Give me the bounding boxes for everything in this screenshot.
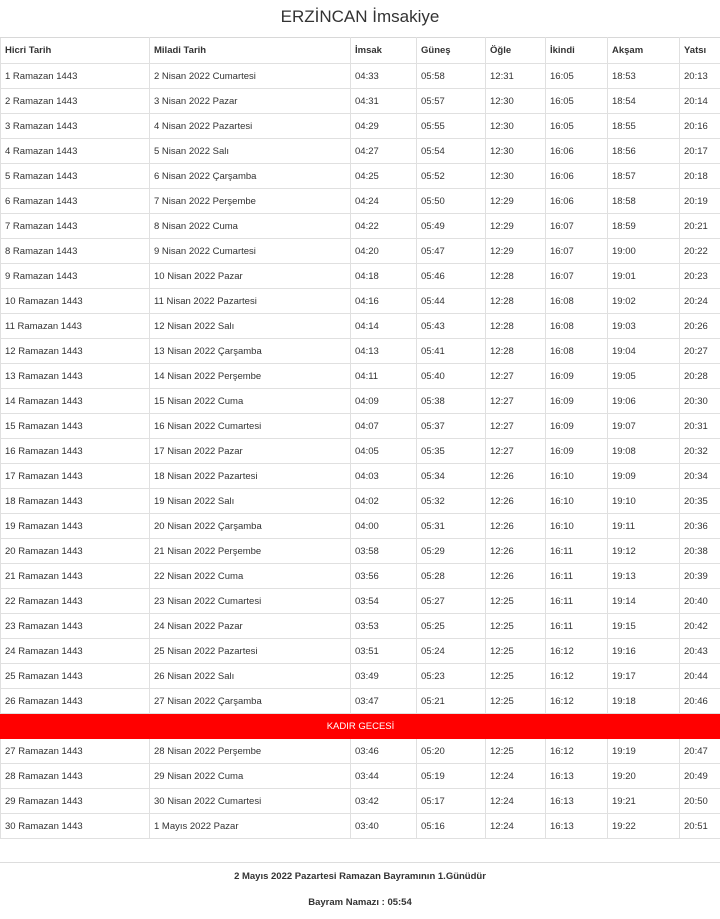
cell-yatsi: 20:17 (680, 139, 720, 164)
cell-hicri-tarih: 23 Ramazan 1443 (1, 614, 150, 639)
cell-gunes: 05:31 (417, 514, 486, 539)
cell-yatsi: 20:27 (680, 339, 720, 364)
cell-imsak: 03:49 (351, 664, 417, 689)
cell-imsak: 04:27 (351, 139, 417, 164)
cell-aksam: 19:18 (608, 689, 680, 714)
cell-aksam: 18:59 (608, 214, 680, 239)
cell-ogle: 12:29 (486, 239, 546, 264)
cell-yatsi: 20:22 (680, 239, 720, 264)
table-row (1, 614, 720, 639)
cell-ogle: 12:30 (486, 139, 546, 164)
cell-gunes: 05:52 (417, 164, 486, 189)
cell-ikindi: 16:06 (546, 139, 608, 164)
cell-yatsi: 20:14 (680, 89, 720, 114)
cell-imsak: 03:44 (351, 764, 417, 789)
cell-miladi-tarih: 28 Nisan 2022 Perşembe (150, 739, 351, 764)
table-row (1, 489, 720, 514)
cell-gunes: 05:54 (417, 139, 486, 164)
table-row (1, 139, 720, 164)
cell-ogle: 12:30 (486, 114, 546, 139)
bayram-info-text: 2 Mayıs 2022 Pazartesi Ramazan Bayramının 1.Günüdür (234, 871, 486, 882)
cell-yatsi: 20:31 (680, 414, 720, 439)
column-header-ogle: Öğle (486, 38, 546, 64)
column-header-aksam: Akşam (608, 38, 680, 64)
cell-miladi-tarih: 11 Nisan 2022 Pazartesi (150, 289, 351, 314)
cell-miladi-tarih: 4 Nisan 2022 Pazartesi (150, 114, 351, 139)
cell-aksam: 19:00 (608, 239, 680, 264)
cell-ikindi: 16:12 (546, 664, 608, 689)
cell-yatsi: 20:19 (680, 189, 720, 214)
table-row (1, 464, 720, 489)
table-row (1, 264, 720, 289)
cell-gunes: 05:28 (417, 564, 486, 589)
cell-miladi-tarih: 30 Nisan 2022 Cumartesi (150, 789, 351, 814)
table-row (1, 764, 720, 789)
cell-hicri-tarih: 30 Ramazan 1443 (1, 814, 150, 839)
cell-imsak: 03:42 (351, 789, 417, 814)
cell-miladi-tarih: 25 Nisan 2022 Pazartesi (150, 639, 351, 664)
cell-aksam: 18:58 (608, 189, 680, 214)
cell-ikindi: 16:06 (546, 189, 608, 214)
cell-miladi-tarih: 1 Mayıs 2022 Pazar (150, 814, 351, 839)
cell-ikindi: 16:10 (546, 514, 608, 539)
cell-hicri-tarih: 6 Ramazan 1443 (1, 189, 150, 214)
cell-gunes: 05:46 (417, 264, 486, 289)
cell-imsak: 04:16 (351, 289, 417, 314)
table-row (1, 239, 720, 264)
cell-ikindi: 16:09 (546, 439, 608, 464)
cell-hicri-tarih: 4 Ramazan 1443 (1, 139, 150, 164)
cell-gunes: 05:25 (417, 614, 486, 639)
cell-ogle: 12:26 (486, 489, 546, 514)
cell-ogle: 12:28 (486, 314, 546, 339)
cell-ogle: 12:24 (486, 814, 546, 839)
cell-ogle: 12:30 (486, 89, 546, 114)
kadir-gecesi-row (1, 714, 720, 739)
cell-miladi-tarih: 29 Nisan 2022 Cuma (150, 764, 351, 789)
cell-yatsi: 20:36 (680, 514, 720, 539)
cell-aksam: 19:16 (608, 639, 680, 664)
cell-imsak: 04:18 (351, 264, 417, 289)
cell-ogle: 12:28 (486, 339, 546, 364)
cell-gunes: 05:50 (417, 189, 486, 214)
cell-gunes: 05:27 (417, 589, 486, 614)
cell-ogle: 12:25 (486, 639, 546, 664)
cell-imsak: 03:51 (351, 639, 417, 664)
cell-ikindi: 16:08 (546, 289, 608, 314)
cell-ikindi: 16:11 (546, 589, 608, 614)
cell-ogle: 12:28 (486, 289, 546, 314)
cell-miladi-tarih: 22 Nisan 2022 Cuma (150, 564, 351, 589)
cell-ikindi: 16:11 (546, 539, 608, 564)
cell-hicri-tarih: 14 Ramazan 1443 (1, 389, 150, 414)
cell-yatsi: 20:38 (680, 539, 720, 564)
cell-ogle: 12:27 (486, 389, 546, 414)
cell-imsak: 04:11 (351, 364, 417, 389)
cell-hicri-tarih: 18 Ramazan 1443 (1, 489, 150, 514)
cell-ikindi: 16:12 (546, 739, 608, 764)
cell-yatsi: 20:42 (680, 614, 720, 639)
cell-aksam: 18:57 (608, 164, 680, 189)
table-row (1, 164, 720, 189)
cell-ikindi: 16:10 (546, 489, 608, 514)
cell-gunes: 05:40 (417, 364, 486, 389)
bayram-namazi-text: Bayram Namazı : 05:54 (308, 897, 412, 908)
cell-ikindi: 16:05 (546, 114, 608, 139)
cell-yatsi: 20:51 (680, 814, 720, 839)
cell-aksam: 18:54 (608, 89, 680, 114)
cell-hicri-tarih: 22 Ramazan 1443 (1, 589, 150, 614)
table-row (1, 189, 720, 214)
table-row (1, 414, 720, 439)
cell-gunes: 05:24 (417, 639, 486, 664)
cell-gunes: 05:49 (417, 214, 486, 239)
cell-imsak: 04:03 (351, 464, 417, 489)
cell-imsak: 04:13 (351, 339, 417, 364)
cell-ogle: 12:26 (486, 564, 546, 589)
cell-aksam: 19:03 (608, 314, 680, 339)
cell-ikindi: 16:10 (546, 464, 608, 489)
table-body (1, 64, 720, 839)
cell-miladi-tarih: 20 Nisan 2022 Çarşamba (150, 514, 351, 539)
table-row (1, 514, 720, 539)
cell-aksam: 19:04 (608, 339, 680, 364)
table-row (1, 339, 720, 364)
cell-ogle: 12:30 (486, 164, 546, 189)
cell-ogle: 12:27 (486, 414, 546, 439)
cell-aksam: 18:56 (608, 139, 680, 164)
cell-ikindi: 16:06 (546, 164, 608, 189)
cell-gunes: 05:32 (417, 489, 486, 514)
table-row (1, 639, 720, 664)
cell-miladi-tarih: 23 Nisan 2022 Cumartesi (150, 589, 351, 614)
table-row (1, 689, 720, 714)
cell-yatsi: 20:13 (680, 64, 720, 89)
cell-miladi-tarih: 2 Nisan 2022 Cumartesi (150, 64, 351, 89)
cell-imsak: 04:33 (351, 64, 417, 89)
cell-ogle: 12:28 (486, 264, 546, 289)
cell-yatsi: 20:24 (680, 289, 720, 314)
cell-yatsi: 20:35 (680, 489, 720, 514)
cell-ogle: 12:24 (486, 789, 546, 814)
cell-aksam: 19:08 (608, 439, 680, 464)
cell-aksam: 19:19 (608, 739, 680, 764)
table-row (1, 289, 720, 314)
cell-aksam: 19:02 (608, 289, 680, 314)
cell-miladi-tarih: 24 Nisan 2022 Pazar (150, 614, 351, 639)
cell-hicri-tarih: 17 Ramazan 1443 (1, 464, 150, 489)
cell-ikindi: 16:07 (546, 264, 608, 289)
cell-hicri-tarih: 25 Ramazan 1443 (1, 664, 150, 689)
cell-aksam: 19:13 (608, 564, 680, 589)
cell-ikindi: 16:13 (546, 814, 608, 839)
table-row (1, 789, 720, 814)
cell-aksam: 19:21 (608, 789, 680, 814)
table-row (1, 89, 720, 114)
table-row (1, 439, 720, 464)
cell-miladi-tarih: 19 Nisan 2022 Salı (150, 489, 351, 514)
cell-miladi-tarih: 15 Nisan 2022 Cuma (150, 389, 351, 414)
cell-gunes: 05:19 (417, 764, 486, 789)
cell-aksam: 19:17 (608, 664, 680, 689)
table-row (1, 64, 720, 89)
column-header-ikindi: İkindi (546, 38, 608, 64)
cell-ikindi: 16:08 (546, 339, 608, 364)
cell-yatsi: 20:46 (680, 689, 720, 714)
cell-aksam: 19:15 (608, 614, 680, 639)
imsakiye-table (0, 37, 720, 839)
cell-ogle: 12:26 (486, 464, 546, 489)
cell-ogle: 12:25 (486, 664, 546, 689)
cell-imsak: 04:22 (351, 214, 417, 239)
cell-gunes: 05:17 (417, 789, 486, 814)
table-header-row (1, 38, 720, 64)
cell-hicri-tarih: 3 Ramazan 1443 (1, 114, 150, 139)
cell-yatsi: 20:47 (680, 739, 720, 764)
cell-hicri-tarih: 11 Ramazan 1443 (1, 314, 150, 339)
cell-gunes: 05:35 (417, 439, 486, 464)
cell-miladi-tarih: 14 Nisan 2022 Perşembe (150, 364, 351, 389)
cell-miladi-tarih: 5 Nisan 2022 Salı (150, 139, 351, 164)
table-row (1, 589, 720, 614)
cell-ikindi: 16:07 (546, 239, 608, 264)
cell-yatsi: 20:44 (680, 664, 720, 689)
cell-ikindi: 16:13 (546, 789, 608, 814)
cell-hicri-tarih: 26 Ramazan 1443 (1, 689, 150, 714)
cell-aksam: 19:07 (608, 414, 680, 439)
cell-ogle: 12:26 (486, 539, 546, 564)
cell-gunes: 05:58 (417, 64, 486, 89)
cell-miladi-tarih: 16 Nisan 2022 Cumartesi (150, 414, 351, 439)
cell-aksam: 19:14 (608, 589, 680, 614)
cell-ogle: 12:24 (486, 764, 546, 789)
cell-ikindi: 16:12 (546, 639, 608, 664)
kadir-gecesi-label: KADIR GECESİ (1, 714, 720, 739)
cell-ikindi: 16:07 (546, 214, 608, 239)
cell-aksam: 19:11 (608, 514, 680, 539)
table-row (1, 314, 720, 339)
cell-hicri-tarih: 12 Ramazan 1443 (1, 339, 150, 364)
cell-gunes: 05:57 (417, 89, 486, 114)
table-row (1, 564, 720, 589)
cell-ogle: 12:27 (486, 439, 546, 464)
cell-ogle: 12:29 (486, 214, 546, 239)
cell-ikindi: 16:09 (546, 414, 608, 439)
table-row (1, 389, 720, 414)
cell-aksam: 19:06 (608, 389, 680, 414)
cell-hicri-tarih: 21 Ramazan 1443 (1, 564, 150, 589)
cell-aksam: 19:20 (608, 764, 680, 789)
cell-imsak: 04:07 (351, 414, 417, 439)
column-header-miladi-tarih: Miladi Tarih (150, 38, 351, 64)
cell-ikindi: 16:05 (546, 89, 608, 114)
table-row (1, 539, 720, 564)
table-row (1, 364, 720, 389)
table-row (1, 214, 720, 239)
cell-gunes: 05:37 (417, 414, 486, 439)
cell-hicri-tarih: 8 Ramazan 1443 (1, 239, 150, 264)
cell-imsak: 04:14 (351, 314, 417, 339)
cell-hicri-tarih: 27 Ramazan 1443 (1, 739, 150, 764)
cell-miladi-tarih: 21 Nisan 2022 Perşembe (150, 539, 351, 564)
cell-yatsi: 20:32 (680, 439, 720, 464)
cell-ogle: 12:25 (486, 739, 546, 764)
cell-imsak: 04:24 (351, 189, 417, 214)
cell-aksam: 19:22 (608, 814, 680, 839)
cell-miladi-tarih: 26 Nisan 2022 Salı (150, 664, 351, 689)
cell-gunes: 05:20 (417, 739, 486, 764)
cell-gunes: 05:23 (417, 664, 486, 689)
cell-ikindi: 16:12 (546, 689, 608, 714)
table-row (1, 739, 720, 764)
cell-ogle: 12:26 (486, 514, 546, 539)
cell-imsak: 04:29 (351, 114, 417, 139)
cell-miladi-tarih: 8 Nisan 2022 Cuma (150, 214, 351, 239)
cell-yatsi: 20:39 (680, 564, 720, 589)
cell-aksam: 18:53 (608, 64, 680, 89)
cell-hicri-tarih: 24 Ramazan 1443 (1, 639, 150, 664)
column-header-hicri-tarih: Hicri Tarih (1, 38, 150, 64)
cell-hicri-tarih: 29 Ramazan 1443 (1, 789, 150, 814)
cell-gunes: 05:21 (417, 689, 486, 714)
cell-gunes: 05:29 (417, 539, 486, 564)
cell-aksam: 19:12 (608, 539, 680, 564)
column-header-yatsi: Yatsı (680, 38, 720, 64)
cell-aksam: 19:10 (608, 489, 680, 514)
table-row (1, 814, 720, 839)
table-row (1, 114, 720, 139)
cell-hicri-tarih: 9 Ramazan 1443 (1, 264, 150, 289)
cell-hicri-tarih: 1 Ramazan 1443 (1, 64, 150, 89)
cell-gunes: 05:55 (417, 114, 486, 139)
cell-imsak: 04:25 (351, 164, 417, 189)
cell-ikindi: 16:09 (546, 389, 608, 414)
cell-yatsi: 20:18 (680, 164, 720, 189)
cell-ogle: 12:25 (486, 689, 546, 714)
cell-imsak: 03:58 (351, 539, 417, 564)
cell-yatsi: 20:40 (680, 589, 720, 614)
cell-imsak: 04:00 (351, 514, 417, 539)
cell-gunes: 05:16 (417, 814, 486, 839)
column-header-imsak: İmsak (351, 38, 417, 64)
cell-ogle: 12:25 (486, 614, 546, 639)
cell-imsak: 03:54 (351, 589, 417, 614)
cell-imsak: 04:02 (351, 489, 417, 514)
cell-yatsi: 20:50 (680, 789, 720, 814)
cell-miladi-tarih: 7 Nisan 2022 Perşembe (150, 189, 351, 214)
cell-aksam: 19:05 (608, 364, 680, 389)
cell-ogle: 12:25 (486, 589, 546, 614)
cell-yatsi: 20:30 (680, 389, 720, 414)
cell-miladi-tarih: 13 Nisan 2022 Çarşamba (150, 339, 351, 364)
cell-imsak: 03:40 (351, 814, 417, 839)
cell-miladi-tarih: 10 Nisan 2022 Pazar (150, 264, 351, 289)
cell-aksam: 19:01 (608, 264, 680, 289)
cell-ikindi: 16:11 (546, 564, 608, 589)
cell-imsak: 03:47 (351, 689, 417, 714)
column-header-gunes: Güneş (417, 38, 486, 64)
cell-imsak: 04:09 (351, 389, 417, 414)
cell-gunes: 05:44 (417, 289, 486, 314)
cell-miladi-tarih: 27 Nisan 2022 Çarşamba (150, 689, 351, 714)
cell-ogle: 12:29 (486, 189, 546, 214)
cell-aksam: 19:09 (608, 464, 680, 489)
cell-yatsi: 20:34 (680, 464, 720, 489)
cell-gunes: 05:38 (417, 389, 486, 414)
cell-yatsi: 20:16 (680, 114, 720, 139)
cell-ikindi: 16:11 (546, 614, 608, 639)
cell-miladi-tarih: 17 Nisan 2022 Pazar (150, 439, 351, 464)
cell-hicri-tarih: 7 Ramazan 1443 (1, 214, 150, 239)
cell-hicri-tarih: 2 Ramazan 1443 (1, 89, 150, 114)
cell-ogle: 12:31 (486, 64, 546, 89)
cell-hicri-tarih: 19 Ramazan 1443 (1, 514, 150, 539)
cell-miladi-tarih: 18 Nisan 2022 Pazartesi (150, 464, 351, 489)
cell-ikindi: 16:08 (546, 314, 608, 339)
cell-hicri-tarih: 10 Ramazan 1443 (1, 289, 150, 314)
cell-hicri-tarih: 5 Ramazan 1443 (1, 164, 150, 189)
footer-divider (0, 862, 720, 863)
cell-imsak: 04:20 (351, 239, 417, 264)
cell-ikindi: 16:09 (546, 364, 608, 389)
cell-miladi-tarih: 12 Nisan 2022 Salı (150, 314, 351, 339)
cell-yatsi: 20:43 (680, 639, 720, 664)
cell-yatsi: 20:26 (680, 314, 720, 339)
cell-yatsi: 20:49 (680, 764, 720, 789)
cell-gunes: 05:34 (417, 464, 486, 489)
cell-ogle: 12:27 (486, 364, 546, 389)
cell-gunes: 05:43 (417, 314, 486, 339)
cell-imsak: 03:53 (351, 614, 417, 639)
cell-imsak: 04:31 (351, 89, 417, 114)
cell-hicri-tarih: 16 Ramazan 1443 (1, 439, 150, 464)
cell-hicri-tarih: 15 Ramazan 1443 (1, 414, 150, 439)
cell-yatsi: 20:21 (680, 214, 720, 239)
cell-gunes: 05:41 (417, 339, 486, 364)
cell-ikindi: 16:13 (546, 764, 608, 789)
cell-gunes: 05:47 (417, 239, 486, 264)
cell-imsak: 03:46 (351, 739, 417, 764)
cell-yatsi: 20:28 (680, 364, 720, 389)
cell-miladi-tarih: 3 Nisan 2022 Pazar (150, 89, 351, 114)
cell-hicri-tarih: 28 Ramazan 1443 (1, 764, 150, 789)
cell-miladi-tarih: 6 Nisan 2022 Çarşamba (150, 164, 351, 189)
cell-imsak: 03:56 (351, 564, 417, 589)
cell-aksam: 18:55 (608, 114, 680, 139)
page-title: ERZİNCAN İmsakiye (280, 7, 440, 26)
table-row (1, 664, 720, 689)
cell-imsak: 04:05 (351, 439, 417, 464)
cell-hicri-tarih: 20 Ramazan 1443 (1, 539, 150, 564)
cell-yatsi: 20:23 (680, 264, 720, 289)
cell-hicri-tarih: 13 Ramazan 1443 (1, 364, 150, 389)
cell-miladi-tarih: 9 Nisan 2022 Cumartesi (150, 239, 351, 264)
cell-ikindi: 16:05 (546, 64, 608, 89)
